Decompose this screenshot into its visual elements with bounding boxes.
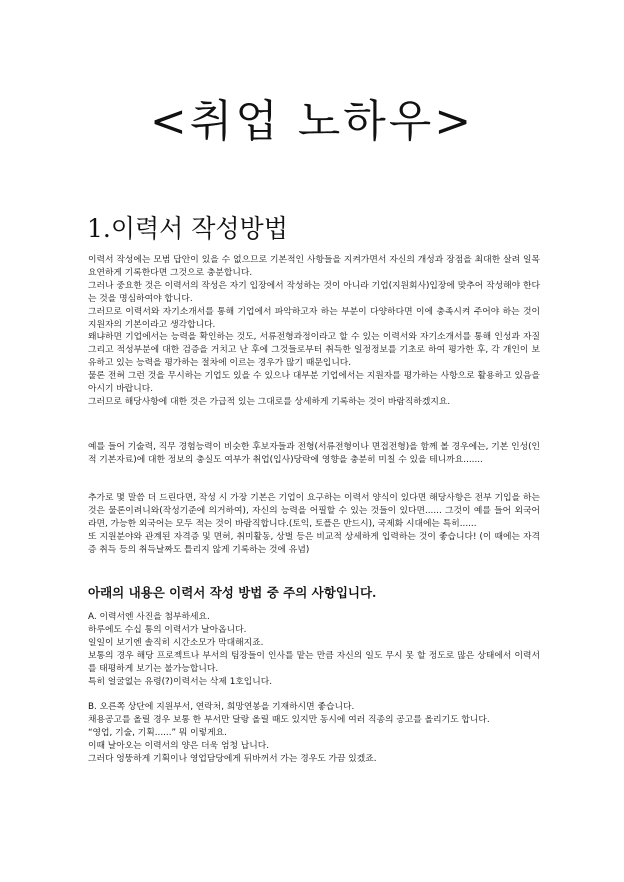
cautions-heading: 아래의 내용은 이력서 작성 방법 중 주의 사항입니다.: [88, 585, 377, 600]
caution-line: 보통의 경우 해당 프로젝트나 부서의 팀장들이 인사를 맡는 만큼 자신의 일도 무시 못 할 정도로 많은 상태에서 이력서를 태평하게 보기는 불가능합니다.: [88, 650, 540, 674]
caution-a-title: A. 이력서엔 사진을 첨부하세요.: [88, 612, 210, 622]
caution-b-title: B. 오른쪽 상단에 지원부서, 연락처, 희망연봉을 기재하시면 좋습니다.: [88, 702, 355, 713]
document-title: <취업 노하우>: [149, 96, 475, 147]
additional-paragraphs: [88, 492, 540, 557]
caution-line: 그러다 엉뚱하게 기획이나 영업담당에게 뒤바꺼서 가는 경우도 가끔 있겠죠.: [88, 753, 377, 764]
paragraph: 그러므로 이력서와 자기소개서를 통해 기업에서 파악하고자 하는 부분이 다양하다면 이에 충족시켜 주어야 하는 것이 지원자의 기본이라고 생각합니다.: [88, 306, 540, 330]
example-paragraph: [88, 441, 540, 467]
paragraph: 그러므로 해당사항에 대한 것은 가급적 있는 그대로를 상세하게 기록하는 것이 바람직하겠지요.: [88, 396, 451, 407]
paragraph: 또 지원분야와 관계된 자격증 및 면허, 취미활동, 상벌 등은 비교적 상세하게 입력하는 것이 좋습니다! (이 때에는 자격증 취득 등의 취득날짜도 틀리지 않게 기록하는 것에 유념): [88, 531, 540, 555]
caution-line: “영업, 기술, 기획......” 뭐 이렇게요.: [88, 728, 227, 739]
paragraph: 왜냐하면 기업에서는 능력을 확인하는 것도, 서류전형과정이라고 할 수 있는 이력서와 자기소개서를 통해 인성과 자질 그리고 적성부분에 대한 검증을 거치고 난 후에 그것들로부터 취득한 일정정보를 기초로 하여 평가한 후, 각 개인이 보유하고 있는 능력을 평가하는 절차에 이르는 경우가 많기 때문입니다.: [88, 332, 540, 369]
spacer: [88, 688, 540, 701]
paragraph: 그러나 중요한 것은 이력서의 작성은 자기 입장에서 작성하는 것이 아니라 기업(지원회사)입장에 맞추어 작성해야 한다는 것을 명심하여야 합니다.: [88, 280, 540, 304]
cautions-list: [88, 611, 540, 766]
caution-line: 특히 얼굴없는 유령(?)이력서는 삭제 1호입니다.: [88, 676, 273, 687]
paragraph: 물론 전혀 그런 것을 무시하는 기업도 있을 수 있으나 대부분 기업에서는 지원자를 평가하는 사항으로 활용하고 있음을 아시기 바랍니다.: [88, 371, 540, 395]
paragraph: 추가로 몇 말씀 더 드린다면, 작성 시 가장 기본은 기업이 요구하는 이력서 양식이 있다면 해당사항은 전부 기입을 하는 것은 물론이려니와(작성기준에 의거하여), 자신의 능력을 어필할 수 있는 것들이 있다면...... 그것이 예를 들어 외국어라면, 가능한 외국어는 모두 적는 것이 바람직합니다.(토익, 토플은 반드시), 국제화 시대에는 특히......: [88, 493, 540, 529]
paragraph: 예를 들어 기술력, 직무 경험능력이 비슷한 후보자들과 전형(서류전형이나 면접전형)을 함께 볼 경우에는, 기본 인성(인적 기본자료)에 대한 정보의 충실도 여부가 취업(입사)당락에 영향을 충분히 미칠 수 있을 테니까요.......: [88, 442, 540, 465]
caution-line: 하루에도 수십 통의 이력서가 날아옵니다.: [88, 624, 247, 635]
caution-line: 일일이 보기엔 솔직히 시간소모가 막대해지죠.: [88, 637, 264, 648]
intro-paragraphs: [88, 254, 540, 409]
section-heading: 1.이력서 작성방법: [87, 214, 288, 243]
paragraph: 이력서 작성에는 모범 답안이 있을 수 없으므로 기본적인 사항들을 지켜가면서 자신의 개성과 장점을 최대한 살려 일목요연하게 기록한다면 그것으로 충분합니다.: [88, 255, 540, 278]
caution-line: 이때 날아오는 이력서의 양은 더욱 엄청 납니다.: [88, 741, 270, 752]
caution-line: 채용공고를 올릴 경우 보통 한 부서만 달랑 올릴 때도 있지만 동시에 여러 직종의 공고를 올리기도 합니다.: [88, 715, 490, 726]
